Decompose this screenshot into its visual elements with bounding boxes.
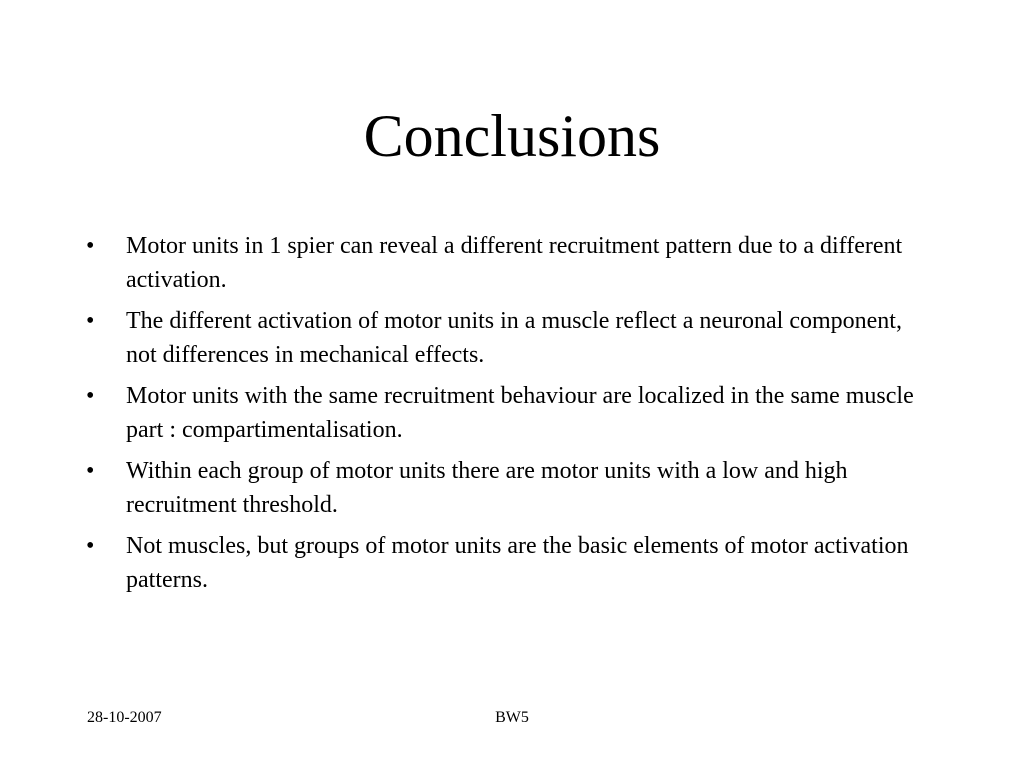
bullet-icon: • xyxy=(86,233,95,259)
footer-date: 28-10-2007 xyxy=(87,709,162,726)
footer-code: BW5 xyxy=(495,709,529,726)
bullet-item xyxy=(86,529,936,597)
bullet-text: The different activation of motor units in a muscle reflect a neuronal component, not differences in mechanical effects. xyxy=(126,308,902,368)
bullet-item xyxy=(86,379,936,447)
slide-title: Conclusions xyxy=(363,103,661,169)
bullet-text: Motor units in 1 spier can reveal a different recruitment pattern due to a different activation. xyxy=(126,233,903,293)
bullet-list xyxy=(86,229,936,604)
bullet-item xyxy=(86,304,936,372)
bullet-text: Not muscles, but groups of motor units are the basic elements of motor activation patterns. xyxy=(126,533,909,593)
bullet-icon: • xyxy=(86,308,95,334)
bullet-item xyxy=(86,454,936,522)
bullet-text: Within each group of motor units there are motor units with a low and high recruitment threshold. xyxy=(126,458,848,518)
bullet-icon: • xyxy=(86,383,95,409)
bullet-icon: • xyxy=(86,533,95,559)
bullet-icon: • xyxy=(86,458,95,484)
bullet-text: Motor units with the same recruitment behaviour are localized in the same muscle part : compartimentalisation. xyxy=(126,383,914,443)
bullet-item xyxy=(86,229,936,297)
